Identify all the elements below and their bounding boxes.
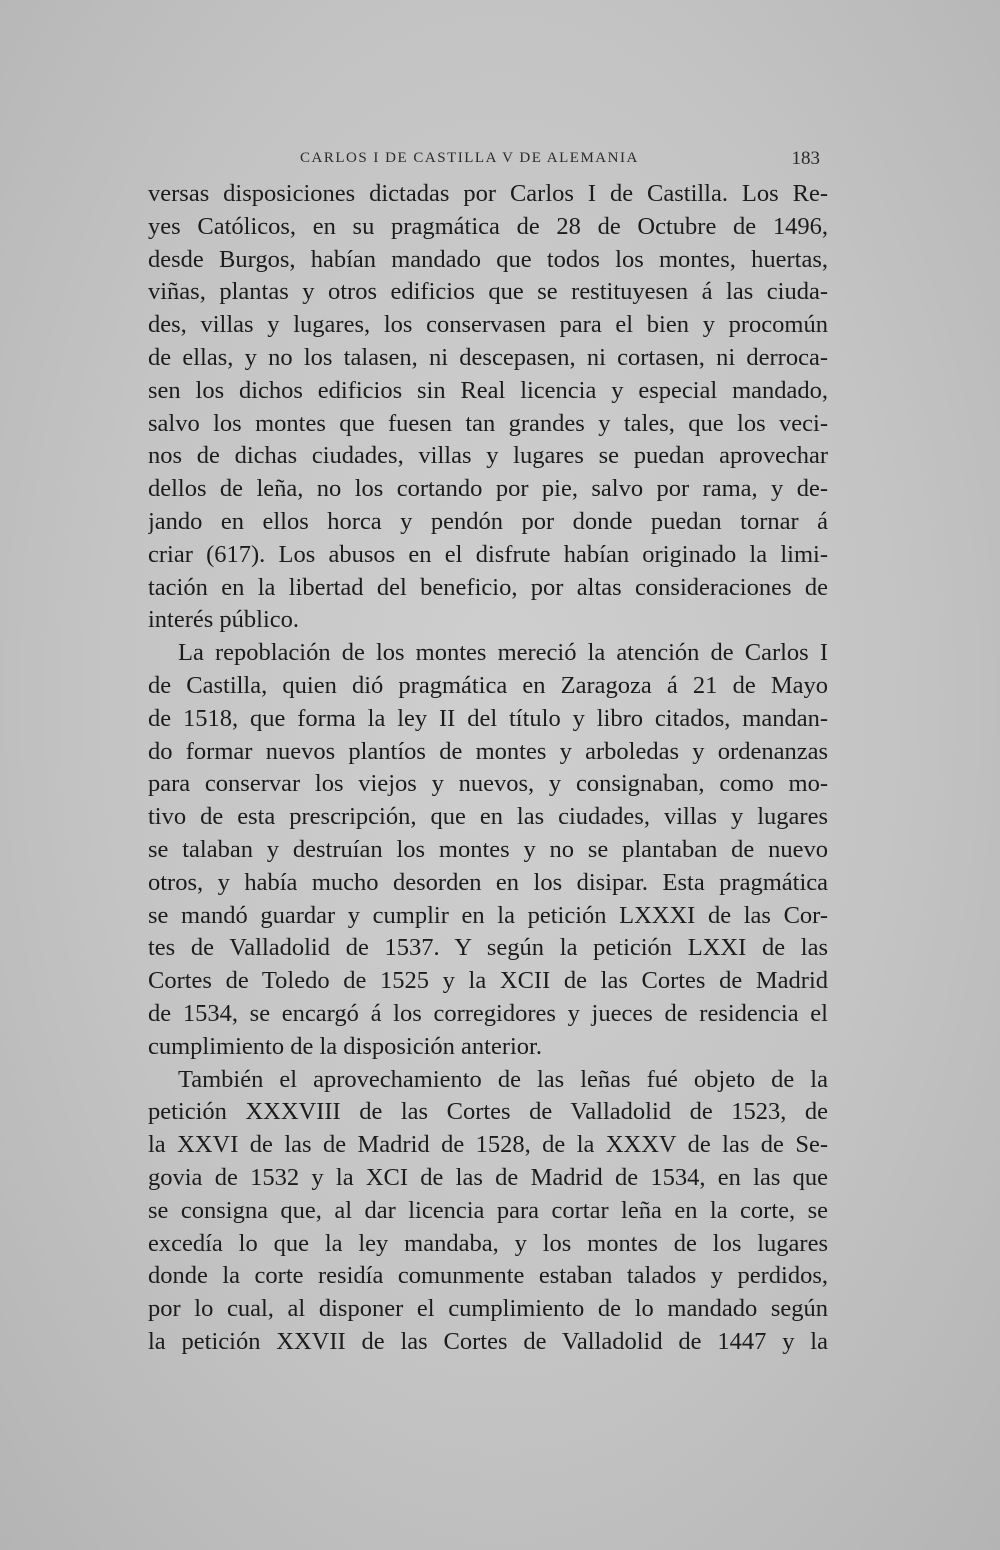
paragraph — [148, 1064, 828, 1359]
text-line: la petición XXVII de las Cortes de Valladolid de 1447 y la — [148, 1327, 828, 1355]
text-line: yes Católicos, en su pragmática de 28 de Octubre de 1496, — [148, 212, 828, 240]
text-line: interés público. — [148, 606, 300, 634]
text-line: versas disposiciones dictadas por Carlos I de Castilla. Los Re- — [148, 180, 828, 207]
text-line: nos de dichas ciudades, villas y lugares se puedan aprovechar — [148, 442, 828, 470]
text-line: Cortes de Toledo de 1525 y la XCII de las Cortes de Madrid — [148, 967, 828, 995]
body-text — [148, 178, 828, 1359]
text-line: la XXVI de las de Madrid de 1528, de la XXXV de las de Se- — [148, 1131, 828, 1159]
text-line: jando en ellos horca y pendón por donde puedan tornar á — [148, 507, 828, 535]
text-line: salvo los montes que fuesen tan grandes y tales, que los veci- — [148, 409, 828, 437]
text-line: de 1534, se encargó á los corregidores y jueces de residencia el — [148, 999, 828, 1027]
text-line: viñas, plantas y otros edificios que se restituyesen á las ciuda- — [148, 278, 828, 306]
text-line: tación en la libertad del beneficio, por altas consideraciones de — [148, 573, 828, 601]
text-line: se consigna que, al dar licencia para cortar leña en la corte, se — [148, 1196, 828, 1224]
text-line: La repoblación de los montes mereció la atención de Carlos I — [178, 639, 828, 667]
text-line: También el aprovechamiento de las leñas fué objeto de la — [178, 1065, 828, 1093]
page-number: 183 — [791, 148, 820, 169]
text-line: para conservar los viejos y nuevos, y consignaban, como mo- — [148, 770, 828, 798]
text-line: se talaban y destruían los montes y no se plantaban de nuevo — [148, 835, 828, 863]
text-line: tes de Valladolid de 1537. Y según la petición LXXI de las — [148, 934, 828, 962]
text-line: otros, y había mucho desorden en los disipar. Esta pragmática — [148, 868, 828, 896]
text-line: donde la corte residía comunmente estaban talados y perdidos, — [148, 1262, 828, 1290]
text-line: criar (617). Los abusos en el disfrute habían originado la limi- — [148, 540, 828, 568]
text-line: sen los dichos edificios sin Real licencia y especial mandado, — [148, 376, 828, 404]
text-line: se mandó guardar y cumplir en la petición LXXXI de las Cor- — [148, 901, 828, 929]
text-line: petición XXXVIII de las Cortes de Valladolid de 1523, de — [148, 1098, 828, 1126]
paragraph — [148, 637, 828, 1063]
text-line: desde Burgos, habían mandado que todos los montes, huertas, — [148, 245, 828, 273]
text-line: cumplimiento de la disposición anterior. — [148, 1032, 542, 1060]
text-line: de ellas, y no los talasen, ni descepasen, ni cortasen, ni derroca- — [148, 343, 828, 371]
text-line: de 1518, que forma la ley II del título y libro citados, mandan- — [148, 704, 828, 732]
text-line: de Castilla, quien dió pragmática en Zaragoza á 21 de Mayo — [148, 671, 828, 699]
text-line: govia de 1532 y la XCI de las de Madrid de 1534, en las que — [148, 1163, 828, 1191]
text-line: excedía lo que la ley mandaba, y los montes de los lugares — [148, 1229, 828, 1257]
running-title: CARLOS I DE CASTILLA V DE ALEMANIA — [300, 150, 639, 166]
paragraph — [148, 178, 828, 637]
text-line: des, villas y lugares, los conservasen para el bien y procomún — [148, 311, 828, 339]
running-head — [160, 148, 820, 174]
text-line: tivo de esta prescripción, que en las ciudades, villas y lugares — [148, 803, 828, 831]
text-line: por lo cual, al disponer el cumplimiento de lo mandado según — [148, 1295, 828, 1323]
text-line: do formar nuevos plantíos de montes y arboledas y ordenanzas — [148, 737, 828, 765]
text-line: dellos de leña, no los cortando por pie, salvo por rama, y de- — [148, 475, 828, 503]
